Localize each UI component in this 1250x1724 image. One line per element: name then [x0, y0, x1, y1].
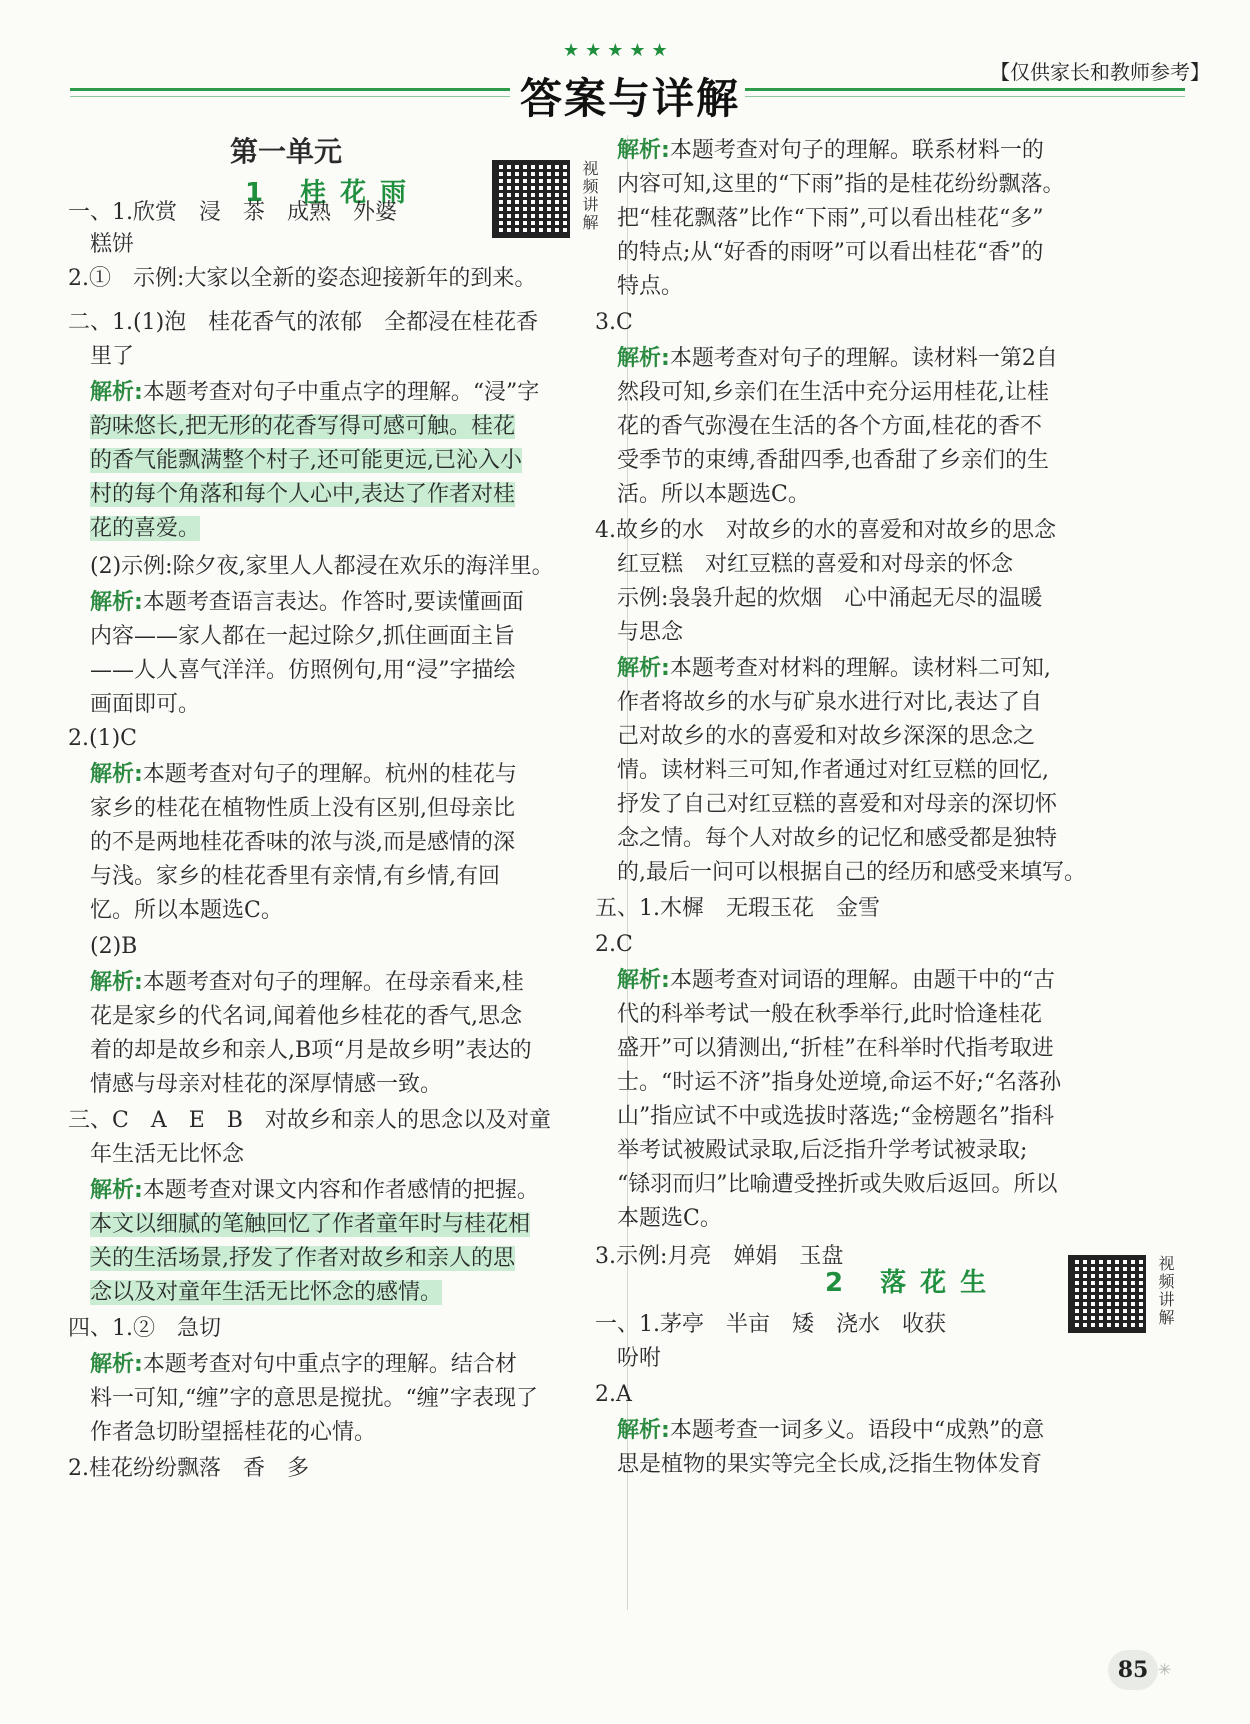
- answer-line: 吩咐: [617, 1346, 662, 1371]
- lesson-title-1: 1 桂花雨: [245, 178, 421, 208]
- answer-line: 本题选C。: [617, 1206, 722, 1231]
- answer-line: 一、1.欣赏 浸 茶 成熟 外婆: [68, 200, 397, 225]
- answer-line: 的,最后一问可以根据自己的经历和感受来填写。: [617, 860, 1086, 885]
- unit-title: 第一单元: [230, 135, 343, 168]
- page-number: 85: [1108, 1650, 1158, 1690]
- analysis-label: 解析:: [90, 1178, 143, 1203]
- answer-line: 的不是两地桂花香味的浓与淡,而是感情的深: [90, 830, 515, 855]
- analysis-label: 解析:: [90, 590, 143, 615]
- star-icon: ✳: [1158, 1660, 1172, 1679]
- answer-line: 己对故乡的水的喜爱和对故乡深深的思念之: [617, 724, 1036, 749]
- answer-line: 解析:本题考查对句中重点字的理解。结合材: [90, 1352, 517, 1377]
- answer-line: 一、1.茅亭 半亩 矮 浇水 收获: [595, 1312, 946, 1337]
- answer-line: 特点。: [617, 274, 684, 299]
- answer-line: 抒发了自己对红豆糕的喜爱和对母亲的深切怀: [617, 792, 1058, 817]
- answer-line: 红豆糕 对红豆糕的喜爱和对母亲的怀念: [617, 552, 1014, 577]
- answer-line: 然段可知,乡亲们在生活中充分运用桂花,让桂: [617, 380, 1049, 405]
- analysis-label: 解析:: [617, 138, 670, 163]
- qr-code-icon[interactable]: [492, 160, 570, 238]
- answer-line: 年生活无比怀念: [90, 1142, 245, 1167]
- header-rule-right: [745, 88, 1185, 91]
- analysis-label: 解析:: [90, 1352, 143, 1377]
- answer-line: 的香气能飘满整个村子,还可能更远,已沁入小: [90, 448, 522, 473]
- analysis-label: 解析:: [617, 968, 670, 993]
- answer-line: 解析:本题考查对句子的理解。联系材料一的: [617, 138, 1044, 163]
- answer-line: 士。“时运不济”指身处逆境,命运不好;“名落孙: [617, 1070, 1062, 1095]
- answer-line: 花的喜爱。: [90, 516, 201, 541]
- analysis-label: 解析:: [617, 1418, 670, 1443]
- answer-line: 料一可知,“缠”字的意思是搅扰。“缠”字表现了: [90, 1386, 538, 1411]
- analysis-label: 解析:: [617, 346, 670, 371]
- answer-line: 受季节的束缚,香甜四季,也香甜了乡亲们的生: [617, 448, 1049, 473]
- answer-line: 3.示例:月亮 婵娟 玉盘: [595, 1244, 844, 1269]
- answer-line: 家乡的桂花在植物性质上没有区别,但母亲比: [90, 796, 515, 821]
- answer-line: 关的生活场景,抒发了作者对故乡和亲人的思: [90, 1246, 515, 1271]
- answer-line: 画面即可。: [90, 692, 201, 717]
- analysis-label: 解析:: [90, 380, 143, 405]
- answer-line: 解析:本题考查对句子的理解。在母亲看来,桂: [90, 970, 524, 995]
- answer-line: 的特点;从“好香的雨呀”可以看出桂花“香”的: [617, 240, 1044, 265]
- answer-line: 本文以细腻的笔触回忆了作者童年时与桂花相: [90, 1212, 531, 1237]
- reference-note: 【仅供家长和教师参考】: [990, 60, 1210, 84]
- answer-line: 2.C: [595, 932, 633, 957]
- answer-line: 念之情。每个人对故乡的记忆和感受都是独特: [617, 826, 1058, 851]
- analysis-label: 解析:: [90, 970, 143, 995]
- answer-line: 2.(1)C: [68, 726, 137, 751]
- header-rule-right-thin: [745, 96, 1185, 97]
- answer-line: 作者将故乡的水与矿泉水进行对比,表达了自: [617, 690, 1042, 715]
- answer-line: 忆。所以本题选C。: [90, 898, 283, 923]
- answer-line: 着的却是故乡和亲人,B项“月是故乡明”表达的: [90, 1038, 532, 1063]
- answer-line: 作者急切盼望摇桂花的心情。: [90, 1420, 377, 1445]
- answer-line: 情感与母亲对桂花的深厚情感一致。: [90, 1072, 443, 1097]
- answer-line: 示例:袅袅升起的炊烟 心中涌起无尽的温暖: [617, 586, 1043, 611]
- answer-line: 2.① 示例:大家以全新的姿态迎接新年的到来。: [68, 266, 537, 291]
- analysis-label: 解析:: [90, 762, 143, 787]
- answer-line: 韵味悠长,把无形的花香写得可感可触。桂花: [90, 414, 515, 439]
- analysis-label: 解析:: [617, 656, 670, 681]
- answer-line: 活。所以本题选C。: [617, 482, 810, 507]
- answer-line: 思是植物的果实等完全长成,泛指生物体发育: [617, 1452, 1042, 1477]
- answer-line: “铩羽而归”比喻遭受挫折或失败后返回。所以: [617, 1172, 1058, 1197]
- answer-line: 内容可知,这里的“下雨”指的是桂花纷纷飘落。: [617, 172, 1065, 197]
- answer-line: 解析:本题考查对词语的理解。由题干中的“古: [617, 968, 1056, 993]
- answer-line: 盛开”可以猜测出,“折桂”在科举时代指考取进: [617, 1036, 1054, 1061]
- answer-line: 解析:本题考查一词多义。语段中“成熟”的意: [617, 1418, 1045, 1443]
- answer-line: 解析:本题考查对句子的理解。杭州的桂花与: [90, 762, 517, 787]
- answer-line: 代的科举考试一般在秋季举行,此时恰逢桂花: [617, 1002, 1042, 1027]
- answer-line: 村的每个角落和每个人心中,表达了作者对桂: [90, 482, 515, 507]
- answer-line: 2.桂花纷纷飘落 香 多: [68, 1456, 309, 1481]
- answer-line: 山”指应试不中或选拔时落选;“金榜题名”指科: [617, 1104, 1055, 1129]
- answer-line: (2)B: [90, 934, 138, 959]
- answer-line: 花是家乡的代名词,闻着他乡桂花的香气,思念: [90, 1004, 522, 1029]
- answer-line: 糕饼: [90, 232, 135, 257]
- answer-line: 与思念: [617, 620, 684, 645]
- answer-line: 情。读材料三可知,作者通过对红豆糕的回忆,: [617, 758, 1049, 783]
- page-header: [0, 0, 1250, 123]
- qr-label-2: 视频讲解: [1156, 1255, 1175, 1327]
- answer-line: 举考试被殿试录取,后泛指升学考试被录取;: [617, 1138, 1028, 1163]
- answer-line: 四、1.② 急切: [68, 1316, 221, 1341]
- answer-line: 二、1.(1)泡 桂花香气的浓郁 全都浸在桂花香: [68, 310, 539, 335]
- answer-line: 解析:本题考查对句子的理解。读材料一第2自: [617, 346, 1058, 371]
- answer-line: 把“桂花飘落”比作“下雨”,可以看出桂花“多”: [617, 206, 1044, 231]
- header-rule-left: [70, 88, 510, 91]
- answer-line: 4.故乡的水 对故乡的水的喜爱和对故乡的思念: [595, 518, 1056, 543]
- header-rule-left-thin: [70, 96, 510, 97]
- answer-line: ——人人喜气洋洋。仿照例句,用“浸”字描绘: [90, 658, 516, 683]
- answer-line: 里了: [90, 344, 135, 369]
- qr-code-icon[interactable]: [1068, 1255, 1146, 1333]
- answer-line: 念以及对童年生活无比怀念的感情。: [90, 1280, 443, 1305]
- answer-line: 与浅。家乡的桂花香里有亲情,有乡情,有回: [90, 864, 500, 889]
- answer-line: 五、1.木樨 无瑕玉花 金雪: [595, 896, 880, 921]
- answer-line: 内容——家人都在一起过除夕,抓住画面主旨: [90, 624, 515, 649]
- page-title: 答案与详解: [520, 74, 741, 123]
- rating-stars: ★★★★★: [563, 40, 674, 61]
- answer-line: 花的香气弥漫在生活的各个方面,桂花的香不: [617, 414, 1042, 439]
- answer-line: 解析:本题考查对句子中重点字的理解。“浸”字: [90, 380, 540, 405]
- answer-line: 解析:本题考查对材料的理解。读材料二可知,: [617, 656, 1051, 681]
- answer-line: 解析:本题考查语言表达。作答时,要读懂画面: [90, 590, 524, 615]
- answer-line: 2.A: [595, 1382, 632, 1407]
- answer-line: 3.C: [595, 310, 633, 335]
- answer-line: 三、C A E B 对故乡和亲人的思念以及对童: [68, 1108, 551, 1133]
- qr-label-1: 视频讲解: [580, 160, 599, 232]
- answer-line: (2)示例:除夕夜,家里人人都浸在欢乐的海洋里。: [90, 554, 554, 579]
- answer-line: 解析:本题考查对课文内容和作者感情的把握。: [90, 1178, 539, 1203]
- lesson-title-2: 2 落花生: [825, 1268, 1001, 1298]
